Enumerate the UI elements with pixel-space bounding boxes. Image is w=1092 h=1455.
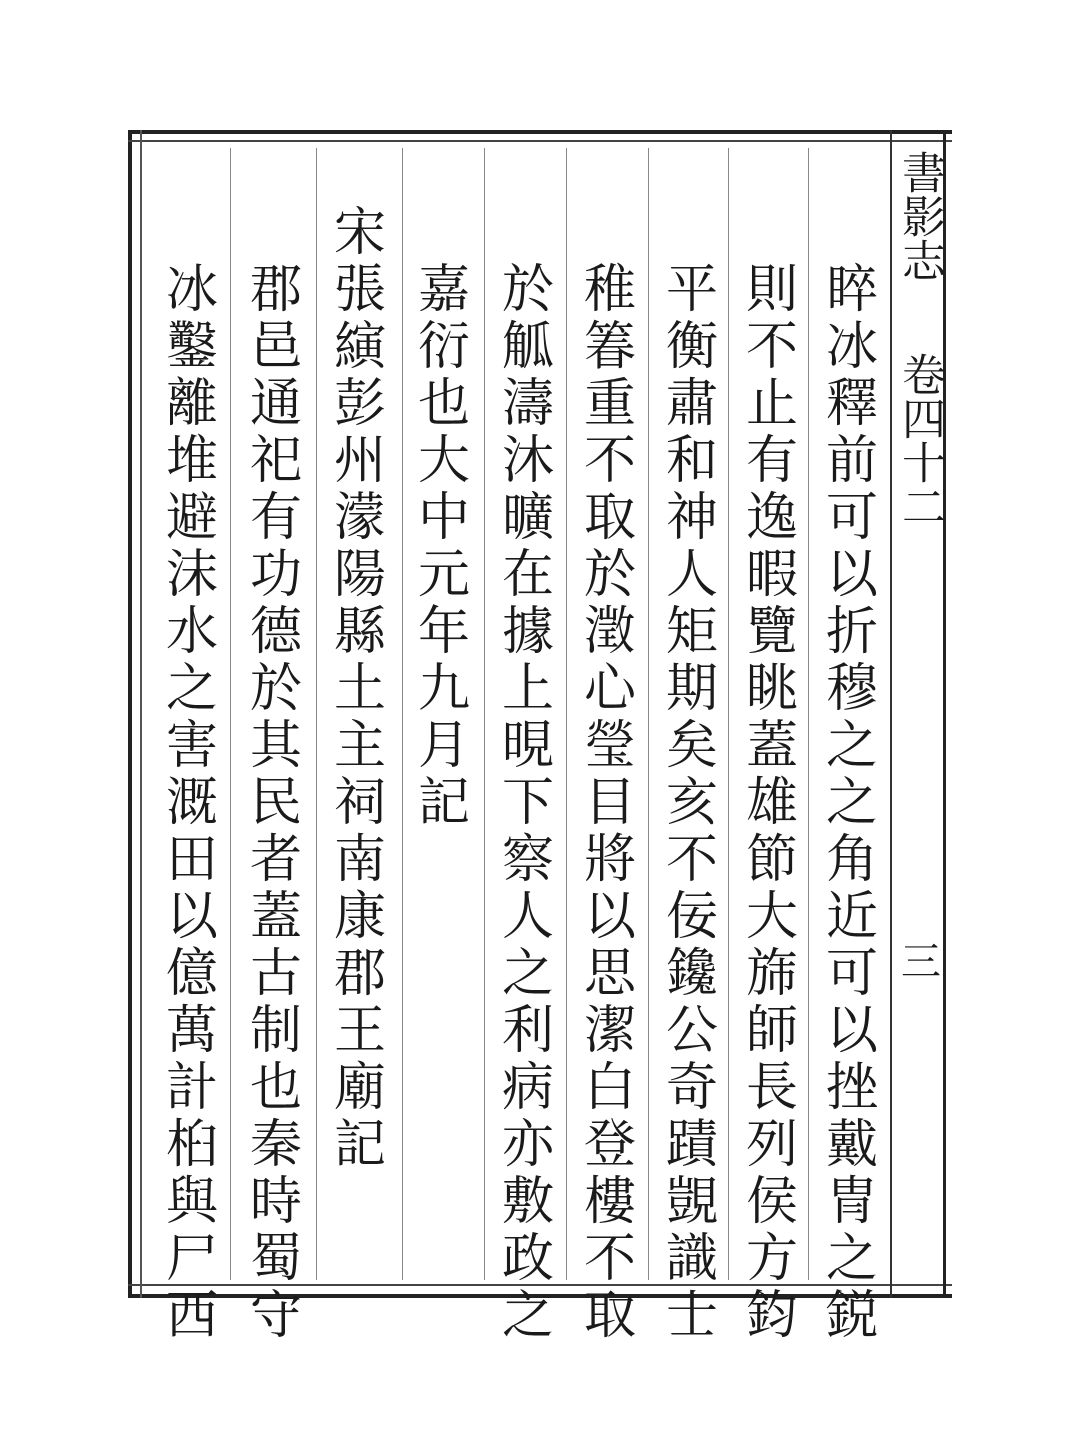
character: 在 [501,545,554,605]
character: 冰 [825,317,878,377]
character: 記 [417,773,470,833]
text-column-2 [734,262,810,1345]
character: 期 [665,659,718,719]
character: 康 [333,887,386,947]
character: 角 [825,830,878,890]
character: 鈞 [745,1286,798,1346]
character: 取 [583,1286,636,1346]
text-column-9 [154,262,230,1345]
character: 南 [333,830,386,890]
text-column-8 [238,262,314,1345]
character: 於 [583,545,636,605]
character: 其 [249,716,302,776]
character: 有 [745,431,798,491]
character: 稚 [583,260,636,320]
character: 與 [165,1172,218,1232]
character: 制 [249,1001,302,1061]
character: 下 [501,773,554,833]
character: 察 [501,830,554,890]
text-column-6 [406,262,482,832]
character: 瑩 [583,716,636,776]
character: 肅 [665,374,718,434]
character: 蹟 [665,1115,718,1175]
character: 通 [249,374,302,434]
character: 公 [665,1001,718,1061]
character: 暇 [745,545,798,605]
character: 觚 [501,317,554,377]
character: 箺 [583,317,636,377]
character: 害 [165,716,218,776]
character: 不 [583,1229,636,1289]
character: 以 [825,545,878,605]
character: 蓋 [249,887,302,947]
character: 溉 [165,773,218,833]
margin-volume: 卷四十二 [893,352,945,528]
character: 節 [745,830,798,890]
character: 平 [665,260,718,320]
character: 前 [825,431,878,491]
text-column-7 [322,205,398,1174]
character: 將 [583,830,636,890]
column-rule [484,148,485,1280]
character: 陽 [333,545,386,605]
character: 目 [583,773,636,833]
character: 人 [501,887,554,947]
character: 於 [501,260,554,320]
character: 彭 [333,374,386,434]
character: 釋 [825,374,878,434]
character: 衡 [665,317,718,377]
character: 嘉 [417,260,470,320]
character: 奇 [665,1058,718,1118]
character: 不 [745,317,798,377]
character: 戴 [825,1115,878,1175]
character: 尸 [165,1229,218,1289]
character: 萬 [165,1001,218,1061]
character: 鑿 [165,317,218,377]
text-column-1 [814,262,890,1345]
character: 王 [333,1001,386,1061]
margin-text [893,150,945,528]
character: 識 [665,1229,718,1289]
character: 侯 [745,1172,798,1232]
character: 穆 [825,659,878,719]
character: 時 [249,1172,302,1232]
character: 中 [417,488,470,548]
character: 思 [583,944,636,1004]
character: 計 [165,1058,218,1118]
margin-title: 書影志 [893,150,945,282]
character: 重 [583,374,636,434]
character: 覽 [745,602,798,662]
character: 守 [249,1286,302,1346]
character: 古 [249,944,302,1004]
character: 月 [417,716,470,776]
character: 土 [333,659,386,719]
character: 祀 [249,431,302,491]
character: 之 [501,1286,554,1346]
text-column-4 [572,262,648,1345]
character: 可 [825,944,878,1004]
character: 長 [745,1058,798,1118]
character: 衍 [417,317,470,377]
frame-left-rule [140,130,142,1298]
character: 亦 [501,1115,554,1175]
character: 之 [825,773,878,833]
character: 之 [825,1229,878,1289]
character: 近 [825,887,878,947]
character: 濤 [501,374,554,434]
character: 睟 [825,260,878,320]
character: 不 [665,830,718,890]
character: 蓋 [745,716,798,776]
character: 之 [165,659,218,719]
character: 於 [249,659,302,719]
character: 郡 [249,260,302,320]
character: 元 [417,545,470,605]
character: 張 [333,260,386,320]
character: 心 [583,659,636,719]
character: 郡 [333,944,386,1004]
character: 民 [249,773,302,833]
character: 人 [665,545,718,605]
character: 功 [249,545,302,605]
character: 年 [417,602,470,662]
character: 取 [583,488,636,548]
character: 眺 [745,659,798,719]
character: 廟 [333,1058,386,1118]
character: 上 [501,659,554,719]
character: 澂 [583,602,636,662]
character: 折 [825,602,878,662]
character: 不 [583,431,636,491]
character: 也 [417,374,470,434]
character: 有 [249,488,302,548]
character: 州 [333,431,386,491]
character: 濛 [333,488,386,548]
character: 矩 [665,602,718,662]
character: 蜀 [249,1229,302,1289]
character: 士 [665,1286,718,1346]
character: 之 [501,944,554,1004]
character: 離 [165,374,218,434]
character: 縣 [333,602,386,662]
character: 以 [583,887,636,947]
character: 田 [165,830,218,890]
character: 曠 [501,488,554,548]
character: 矣 [665,716,718,776]
character: 之 [825,716,878,776]
column-rule [648,148,649,1280]
character: 主 [333,716,386,776]
character: 秦 [249,1115,302,1175]
character: 亥 [665,773,718,833]
character: 以 [165,887,218,947]
character: 神 [665,488,718,548]
character: 可 [825,488,878,548]
character: 桕 [165,1115,218,1175]
character: 則 [745,260,798,320]
character: 晛 [501,716,554,776]
character: 祠 [333,773,386,833]
character: 逸 [745,488,798,548]
column-rule [316,148,317,1280]
character: 潔 [583,1001,636,1061]
character: 大 [745,887,798,947]
column-rule [230,148,231,1280]
frame-top-rule [128,140,952,142]
character: 水 [165,602,218,662]
character: 挫 [825,1058,878,1118]
character: 登 [583,1115,636,1175]
character: 列 [745,1115,798,1175]
character: 冑 [825,1172,878,1232]
character: 鋭 [825,1286,878,1346]
character: 政 [501,1229,554,1289]
character: 樓 [583,1172,636,1232]
character: 方 [745,1229,798,1289]
character: 堆 [165,431,218,491]
character: 師 [745,1001,798,1061]
character: 者 [249,830,302,890]
text-column-5 [490,262,566,1345]
character: 宋 [333,203,386,263]
character: 佞 [665,887,718,947]
character: 旆 [745,944,798,1004]
character: 縯 [333,317,386,377]
character: 西 [165,1286,218,1346]
character: 德 [249,602,302,662]
character: 敷 [501,1172,554,1232]
character: 沐 [501,431,554,491]
character: 冰 [165,260,218,320]
character: 沫 [165,545,218,605]
character: 以 [825,1001,878,1061]
character: 雄 [745,773,798,833]
character: 億 [165,944,218,1004]
character: 和 [665,431,718,491]
character: 據 [501,602,554,662]
text-column-3 [654,262,730,1345]
character: 病 [501,1058,554,1118]
character: 止 [745,374,798,434]
margin-page-number: 三 [901,939,941,985]
column-rule [566,148,567,1280]
character: 邑 [249,317,302,377]
character: 九 [417,659,470,719]
character: 利 [501,1001,554,1061]
character: 記 [333,1115,386,1175]
character: 白 [583,1058,636,1118]
column-rule [402,148,403,1280]
character: 覬 [665,1172,718,1232]
character: 鑱 [665,944,718,1004]
character: 避 [165,488,218,548]
character: 大 [417,431,470,491]
character: 也 [249,1058,302,1118]
